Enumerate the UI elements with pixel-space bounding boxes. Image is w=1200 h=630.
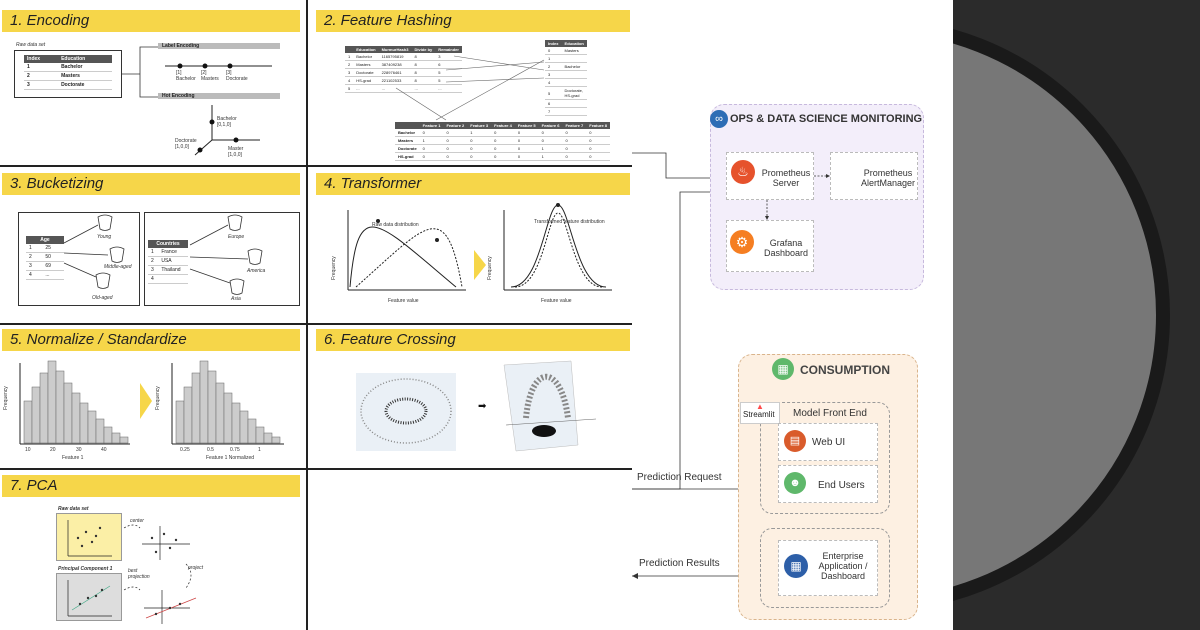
pca-pc-label: Principal Component 1 [58, 566, 113, 572]
raw-data-label: Raw data set [16, 42, 46, 48]
age-table: Age 1 25 2 50 3 69 4 ... [26, 236, 64, 280]
norm-tick-075: 0.75 [230, 447, 240, 453]
backdrop-circle [953, 0, 1200, 630]
norm-tick-10: 10 [25, 447, 31, 453]
norm-tick-30: 30 [76, 447, 82, 453]
prediction-request-label: Prediction Request [637, 472, 722, 483]
hot-point-bachelor: Bachelor [0,1,0] [217, 116, 237, 128]
ops-title: OPS & DATA SCIENCE MONITORING [730, 113, 923, 125]
pca-project-label: project [188, 565, 204, 571]
norm-tick-025: 0.25 [180, 447, 190, 453]
bucket-diagram [0, 165, 306, 323]
transformer-xlabel-left: Feature value [388, 298, 419, 304]
label-encoding-bar: Label Encoding [158, 43, 280, 49]
end-users-icon: ☻ [784, 472, 806, 494]
transformed-distribution-label: Transformed feature distribution [534, 219, 605, 225]
norm-xlabel-right: Feature 1 Normalized [206, 455, 255, 461]
ops-icon: ∞ [710, 110, 728, 128]
web-ui-icon: ▤ [784, 430, 806, 452]
streamlit-label: Streamlit [743, 410, 775, 419]
bucket-europe: Europe [228, 234, 245, 240]
panel-title-feature-hashing: 2. Feature Hashing [316, 10, 630, 32]
hashing-bottom-table: Feature 1 Feature 2 Feature 3 Feature 4 Feature 5 Feature 6 Feature 7 Feature 8 Bachelor 0 0 1 0 0 0 0 0 Masters 1 0 0 0 0 0 0 0 Doctorate 0 0 0 0 0 1 0 0 HS-grad 0 0 0 0 0 1 0 0 [395, 122, 610, 161]
hashing-arrows [306, 0, 632, 165]
pca-best-projection-label: best projection [128, 568, 150, 580]
bucket-asia: Asia [231, 296, 241, 302]
transformer-chart [306, 165, 632, 323]
norm-tick-1: 1 [258, 447, 261, 453]
hashing-right-table: Index Education 0 Masters 1 2 Bachelor 3 4 5 Doctorate, HS-grad 6 7 [545, 40, 587, 116]
bucket-america: America [247, 268, 266, 274]
bucket-young: Young [97, 234, 112, 240]
norm-tick-20: 20 [50, 447, 56, 453]
grafana-label: Grafana Dashboard [763, 238, 809, 258]
pca-center-label: center [130, 518, 144, 524]
norm-tick-40: 40 [101, 447, 107, 453]
transformer-ylabel-left: Frequency [330, 256, 337, 280]
web-ui-label: Web UI [812, 437, 846, 448]
transformer-xlabel-right: Feature value [541, 298, 572, 304]
model-front-end-label: Model Front End [793, 408, 867, 419]
consumption-title: CONSUMPTION [800, 363, 890, 377]
norm-ylabel-right: Frequency [154, 386, 161, 410]
panel-title-transformer: 4. Transformer [316, 173, 630, 195]
consumption-icon: ▦ [772, 358, 794, 380]
svg-text:➡: ➡ [478, 401, 487, 412]
country-table: Countries 1 France 2 USA 3 Thailand 4 [148, 240, 188, 284]
alertmanager-label: Prometheus AlertManager [860, 168, 916, 188]
panel-title-pca: 7. PCA [2, 475, 300, 497]
norm-xlabel-left: Feature 1 [62, 455, 84, 461]
feature-crossing-plots [306, 323, 632, 468]
enterprise-label: Enterprise Application / Dashboard [818, 551, 868, 581]
streamlit-logo-icon: ▲ [756, 402, 764, 411]
pca-diagram [0, 468, 306, 630]
norm-tick-05: 0.5 [207, 447, 214, 453]
encoding-table: Index Education 1 Bachelor 2 Masters 3 Doctorate [24, 55, 112, 90]
enterprise-icon: ▦ [784, 554, 808, 578]
pca-raw-label: Raw data set [58, 506, 89, 512]
bucket-middle-aged: Middle-aged [104, 264, 132, 270]
bucket-old-aged: Old-aged [92, 295, 113, 301]
panel-title-bucketizing: 3. Bucketizing [2, 173, 300, 195]
hot-point-doctorate: Doctorate [1,0,0] [175, 138, 197, 150]
label-point-2: [2] Masters [201, 70, 219, 82]
prometheus-icon: ♨ [731, 160, 755, 184]
hashing-left-table: Education MurmurHash3 Divide by Remainder 1 Bachelor 1165795819 8 3 2 Masters 387409238 8 6 3 Doctorate 228976461 8 5 4 HS-grad 221102533 8 5 5 ... ... ... ... [345, 46, 462, 93]
grafana-icon: ⚙ [730, 230, 754, 254]
panel-title-encoding: 1. Encoding [2, 10, 300, 32]
prediction-results-label: Prediction Results [639, 558, 720, 569]
panel-title-normalize: 5. Normalize / Standardize [2, 329, 300, 351]
label-point-1: [1] Bachelor [176, 70, 196, 82]
raw-distribution-label: Raw data distribution [372, 222, 419, 228]
hot-point-master: Master [1,0,0] [228, 146, 244, 158]
encoding-diagram [0, 0, 306, 165]
norm-ylabel-left: Frequency [2, 386, 9, 410]
transformer-ylabel-right: Frequency [486, 256, 493, 280]
panel-title-feature-crossing: 6. Feature Crossing [316, 329, 630, 351]
hot-encoding-bar: Hot Encoding [158, 93, 280, 99]
prometheus-server-label: Prometheus Server [761, 168, 811, 188]
label-point-3: [3] Doctorate [226, 70, 248, 82]
end-users-label: End Users [818, 480, 865, 491]
